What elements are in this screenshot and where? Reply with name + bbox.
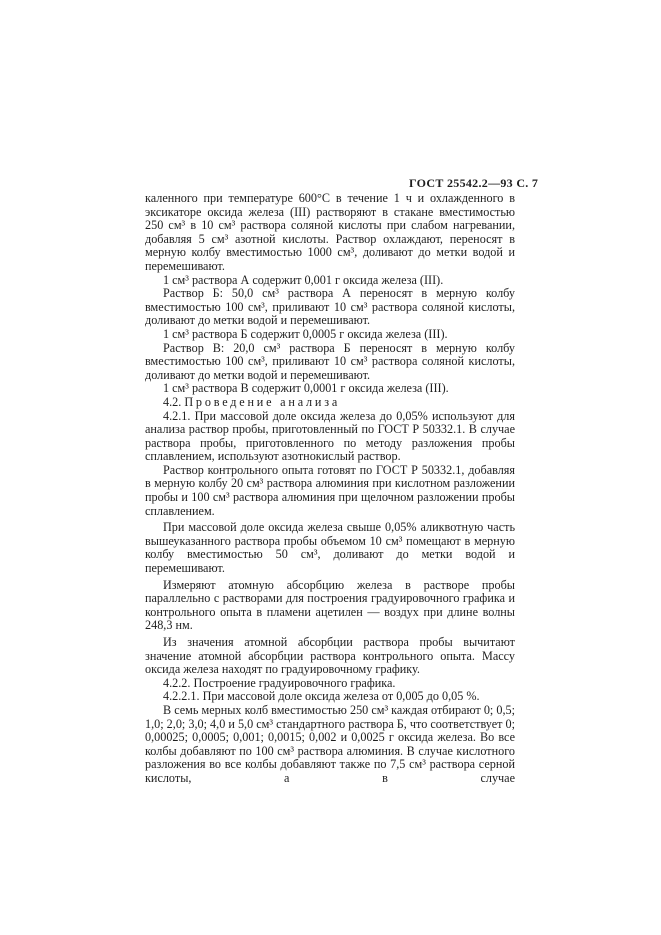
paragraph-solution-a-content: 1 см³ раствора А содержит 0,001 г оксида железа (III). xyxy=(163,272,444,287)
paragraph-solution-b: Раствор Б: 50,0 см³ раствора А переносят в мерную колбу вместимостью 100 см³, приливают 10 см³ раствора соляной кислоты, доливают до метки водой и перемешивают. xyxy=(145,286,515,328)
standard-reference: ГОСТ 25542.2—93 xyxy=(409,176,513,190)
paragraph-4-2-1: 4.2.1. При массовой доле оксида железа до 0,05% используют для анализа раствор пробы, приготовленный по ГОСТ Р 50332.1. В случае раствора пробы, приготовленного по методу разложения пробы сплавлением, используют азотнокислый раствор. xyxy=(145,408,515,464)
paragraph-solution-v: Раствор В: 20,0 см³ раствора Б переносят в мерную колбу вместимостью 100 см³, приливают 10 см³ раствора соляной кислоты, доливают до метки водой и перемешивают. xyxy=(145,340,515,382)
paragraph-solution-b-content: 1 см³ раствора Б содержит 0,0005 г оксида железа (III). xyxy=(163,326,448,341)
section-number: 4.2. xyxy=(163,394,182,409)
paragraph-preparation-solution-a: каленного при температуре 600°С в течение 1 ч и охлажденного в эксикаторе оксида железа (III) растворяют в стакане вместимостью 250 см³ в 10 см³ раствора соляной кислоты при слабом нагревании, добавляя 5 см³ азотной кислоты. Раствор охлаждают, переносят в мерную колбу вместимостью 1000 см³, доливают до метки водой и перемешивают. xyxy=(145,191,515,273)
paragraph-control-experiment: Раствор контрольного опыта готовят по ГОСТ Р 50332.1, добавляя в мерную колбу 20 см³ раствора алюминия при кислотном разложении пробы и 100 см³ раствора алюминия при щелочном разложении пробы сплавлением. xyxy=(145,462,515,518)
paragraph-high-concentration: При массовой доле оксида железа свыше 0,05% аликвотную часть вышеуказанного раствора пробы объемом 10 см³ помещают в мерную колбу вместимостью 50 см³, доливают до метки водой и перемешивают. xyxy=(145,520,515,576)
paragraph-4-2-2-1: 4.2.2.1. При массовой доле оксида железа от 0,005 до 0,05 %. xyxy=(163,689,480,704)
paragraph-4-2-2: 4.2.2. Построение градуировочного графика. xyxy=(163,675,396,690)
paragraph-solution-v-content: 1 см³ раствора В содержит 0,0001 г оксида железа (III). xyxy=(163,381,449,396)
page-header xyxy=(409,176,538,191)
page-number: С. 7 xyxy=(516,176,539,190)
section-heading-4-2 xyxy=(145,396,515,410)
section-title: Проведение анализа xyxy=(184,394,341,409)
paragraph-measurement: Измеряют атомную абсорбцию железа в растворе пробы параллельно с растворами для построения градуировочного графика и контрольного опыта в пламени ацетилен — воздух при длине волны 248,3 нм. xyxy=(145,577,515,633)
document-body xyxy=(145,192,515,786)
paragraph-calibration-flasks: В семь мерных колб вместимостью 250 см³ каждая отбирают 0; 0,5; 1,0; 2,0; 3,0; 4,0 и 5,0 см³ стандартного раствора Б, что соответствует 0; 0,00025; 0,0005; 0,001; 0,0015; 0,002 и 0,0025 г оксида железа. Во все колбы добавляют по 100 см³ раствора алюминия. В случае кислотного разложения во все колбы добавляют также по 7,5 см³ раствора серной кислоты, а в случае xyxy=(145,702,515,785)
paragraph-subtraction: Из значения атомной абсорбции раствора пробы вычитают значение атомной абсорбции раствора контрольного опыта. Массу оксида железа находят по градуировочному графику. xyxy=(145,635,515,677)
